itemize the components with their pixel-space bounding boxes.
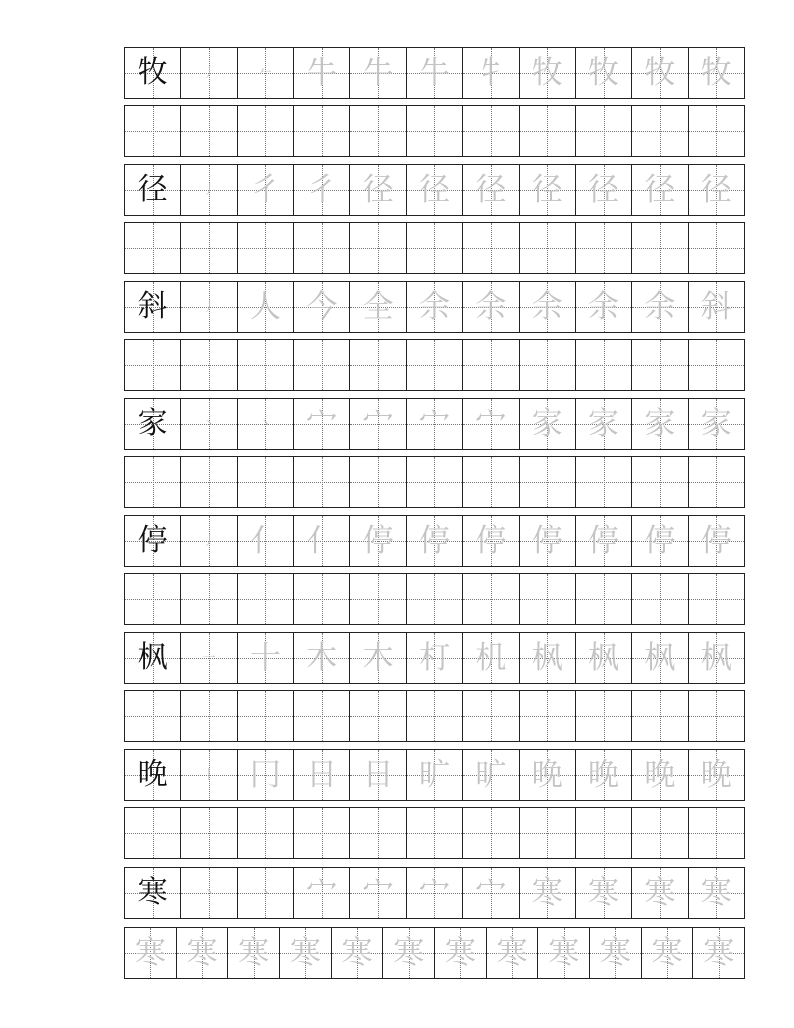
trace-character: 余 (644, 288, 676, 325)
trace-character: 全 (362, 288, 394, 325)
trace-character: 斜 (700, 288, 732, 325)
trace-character: 宀 (418, 874, 450, 911)
model-cell[interactable] (125, 516, 181, 566)
trace-character: 亻 (249, 522, 281, 559)
trace-character: 寒 (134, 934, 166, 971)
stroke-step-cell[interactable] (407, 282, 463, 332)
stroke-step-cell[interactable] (632, 750, 688, 800)
trace-character: 日 (306, 756, 338, 793)
stroke-step-cell[interactable] (350, 399, 406, 449)
trace-character: 停 (418, 522, 450, 559)
trace-character: 余 (531, 288, 563, 325)
model-cell[interactable] (125, 399, 181, 449)
stroke-step-cell[interactable] (238, 165, 294, 215)
stroke-step-cell[interactable] (407, 633, 463, 683)
trace-character: 丶 (202, 416, 216, 432)
empty-practice-cell[interactable] (350, 691, 406, 741)
empty-practice-cell[interactable] (294, 223, 350, 273)
trace-character: 日 (362, 756, 394, 793)
trace-character: 丿 (202, 182, 216, 198)
stroke-step-cell[interactable] (632, 282, 688, 332)
stroke-step-cell[interactable] (576, 399, 632, 449)
trace-character: 今 (306, 288, 338, 325)
empty-practice-cell[interactable] (294, 457, 350, 507)
guided-row-3 (124, 281, 745, 333)
trace-cell[interactable] (125, 928, 177, 978)
stroke-step-cell[interactable] (350, 868, 406, 918)
stroke-step-cell[interactable] (520, 868, 576, 918)
trace-character: 寒 (531, 874, 563, 911)
trace-character: 寒 (289, 934, 321, 971)
model-cell[interactable] (125, 633, 181, 683)
empty-practice-cell[interactable] (407, 340, 463, 390)
empty-practice-cell[interactable] (407, 106, 463, 156)
guided-row-4 (124, 398, 745, 450)
stroke-step-cell[interactable] (576, 516, 632, 566)
stroke-step-cell[interactable] (689, 750, 744, 800)
stroke-step-cell[interactable] (238, 48, 294, 98)
empty-practice-cell[interactable] (125, 691, 181, 741)
trace-character: 人 (249, 288, 281, 325)
stroke-step-cell[interactable] (576, 633, 632, 683)
trace-character: 寒 (186, 934, 218, 971)
trace-character: 寒 (548, 934, 580, 971)
empty-practice-cell[interactable] (520, 106, 576, 156)
trace-character: 牜 (475, 54, 507, 91)
stroke-step-cell[interactable] (294, 165, 350, 215)
trace-character: 牛 (362, 54, 394, 91)
empty-practice-cell[interactable] (689, 223, 744, 273)
empty-practice-cell[interactable] (463, 808, 519, 858)
stroke-step-cell[interactable] (689, 165, 744, 215)
empty-practice-cell[interactable] (407, 223, 463, 273)
trace-character: 丶 (258, 885, 272, 901)
trace-character: 木 (362, 639, 394, 676)
trace-character: 朾 (418, 639, 450, 676)
empty-practice-cell[interactable] (350, 106, 406, 156)
trace-character: 旷 (418, 756, 450, 793)
stroke-step-cell[interactable] (294, 48, 350, 98)
trace-character: 寒 (496, 934, 528, 971)
trace-character: 木 (306, 639, 338, 676)
empty-practice-cell[interactable] (125, 340, 181, 390)
trace-character: 丿 (202, 299, 216, 315)
blank-practice-row-5 (124, 573, 745, 625)
stroke-step-cell[interactable] (520, 282, 576, 332)
stroke-step-cell[interactable] (576, 165, 632, 215)
guided-row-7 (124, 749, 745, 801)
trace-character: 寒 (393, 934, 425, 971)
empty-practice-cell[interactable] (463, 457, 519, 507)
empty-practice-cell[interactable] (125, 106, 181, 156)
empty-practice-cell[interactable] (632, 106, 688, 156)
empty-practice-cell[interactable] (238, 574, 294, 624)
stroke-step-cell[interactable] (294, 868, 350, 918)
empty-practice-cell[interactable] (181, 457, 237, 507)
trace-character: 枫 (700, 639, 732, 676)
trace-character: 晚 (700, 756, 732, 793)
empty-practice-cell[interactable] (689, 106, 744, 156)
empty-practice-cell[interactable] (463, 106, 519, 156)
model-character: 寒 (137, 875, 168, 910)
trace-character: 彳 (306, 171, 338, 208)
trace-character: 亻 (306, 522, 338, 559)
trace-character: 𠂉 (258, 65, 272, 81)
empty-practice-cell[interactable] (689, 691, 744, 741)
model-cell[interactable] (125, 868, 181, 918)
stroke-step-cell[interactable] (576, 868, 632, 918)
trace-character: 寒 (703, 934, 735, 971)
stroke-step-cell[interactable] (576, 48, 632, 98)
empty-practice-cell[interactable] (407, 457, 463, 507)
empty-practice-cell[interactable] (520, 808, 576, 858)
stroke-step-cell[interactable] (576, 750, 632, 800)
empty-practice-cell[interactable] (294, 340, 350, 390)
trace-character: 停 (475, 522, 507, 559)
trace-character: 径 (475, 171, 507, 208)
model-character: 径 (137, 172, 168, 207)
stroke-step-cell[interactable] (463, 282, 519, 332)
trace-character: 丶 (258, 416, 272, 432)
trace-character: 宀 (362, 874, 394, 911)
trace-character: 牧 (588, 54, 620, 91)
stroke-step-cell[interactable] (689, 282, 744, 332)
guided-row-6 (124, 632, 745, 684)
stroke-step-cell[interactable] (632, 48, 688, 98)
model-character: 枫 (137, 640, 168, 675)
trace-character: 牛 (418, 54, 450, 91)
stroke-step-cell[interactable] (407, 165, 463, 215)
stroke-step-cell[interactable] (350, 48, 406, 98)
trace-character: 径 (644, 171, 676, 208)
trace-cell[interactable] (177, 928, 229, 978)
trace-cell[interactable] (332, 928, 384, 978)
stroke-step-cell[interactable] (463, 165, 519, 215)
empty-practice-cell[interactable] (181, 808, 237, 858)
stroke-step-cell[interactable] (407, 48, 463, 98)
stroke-step-cell[interactable] (463, 750, 519, 800)
stroke-step-cell[interactable] (181, 868, 237, 918)
stroke-step-cell[interactable] (689, 633, 744, 683)
empty-practice-cell[interactable] (181, 574, 237, 624)
stroke-step-cell[interactable] (181, 516, 237, 566)
stroke-step-cell[interactable] (520, 516, 576, 566)
empty-practice-cell[interactable] (463, 340, 519, 390)
trace-character: 停 (362, 522, 394, 559)
trace-character: 丿 (202, 65, 216, 81)
stroke-step-cell[interactable] (238, 633, 294, 683)
trace-character: 家 (644, 405, 676, 442)
empty-practice-cell[interactable] (576, 106, 632, 156)
blank-practice-row-4 (124, 456, 745, 508)
trace-cell[interactable] (383, 928, 435, 978)
empty-practice-cell[interactable] (407, 691, 463, 741)
stroke-step-cell[interactable] (294, 633, 350, 683)
empty-practice-cell[interactable] (294, 106, 350, 156)
empty-practice-cell[interactable] (576, 574, 632, 624)
trace-character: 寒 (588, 874, 620, 911)
trace-character: 停 (700, 522, 732, 559)
trace-character: 宀 (418, 405, 450, 442)
trace-character: 枫 (531, 639, 563, 676)
trace-character: 寒 (599, 934, 631, 971)
empty-practice-cell[interactable] (350, 340, 406, 390)
stroke-step-cell[interactable] (181, 633, 237, 683)
empty-practice-cell[interactable] (238, 457, 294, 507)
stroke-step-cell[interactable] (463, 516, 519, 566)
final-trace-row (124, 927, 745, 979)
empty-practice-cell[interactable] (125, 223, 181, 273)
empty-practice-cell[interactable] (689, 340, 744, 390)
stroke-step-cell[interactable] (407, 868, 463, 918)
trace-cell[interactable] (590, 928, 642, 978)
trace-character: 径 (531, 171, 563, 208)
trace-cell[interactable] (642, 928, 694, 978)
trace-character: 径 (418, 171, 450, 208)
trace-cell[interactable] (538, 928, 590, 978)
trace-character: 宀 (306, 874, 338, 911)
trace-cell[interactable] (228, 928, 280, 978)
stroke-step-cell[interactable] (294, 399, 350, 449)
stroke-step-cell[interactable] (238, 868, 294, 918)
trace-character: 晚 (644, 756, 676, 793)
empty-practice-cell[interactable] (294, 691, 350, 741)
empty-practice-cell[interactable] (181, 340, 237, 390)
empty-practice-cell[interactable] (350, 808, 406, 858)
trace-cell[interactable] (693, 928, 744, 978)
trace-character: 宀 (306, 405, 338, 442)
empty-practice-cell[interactable] (576, 457, 632, 507)
trace-character: 寒 (651, 934, 683, 971)
stroke-step-cell[interactable] (294, 750, 350, 800)
model-character: 家 (137, 406, 168, 441)
stroke-step-cell[interactable] (632, 399, 688, 449)
empty-practice-cell[interactable] (576, 808, 632, 858)
empty-practice-cell[interactable] (520, 457, 576, 507)
trace-character: 寒 (341, 934, 373, 971)
empty-practice-cell[interactable] (632, 574, 688, 624)
empty-practice-cell[interactable] (238, 106, 294, 156)
trace-character: 牧 (644, 54, 676, 91)
stroke-step-cell[interactable] (181, 48, 237, 98)
blank-practice-row-3 (124, 339, 745, 391)
empty-practice-cell[interactable] (463, 574, 519, 624)
empty-practice-cell[interactable] (350, 457, 406, 507)
stroke-step-cell[interactable] (689, 399, 744, 449)
trace-character: 宀 (475, 405, 507, 442)
stroke-step-cell[interactable] (350, 633, 406, 683)
stroke-step-cell[interactable] (350, 165, 406, 215)
trace-cell[interactable] (487, 928, 539, 978)
model-character: 晚 (137, 757, 168, 792)
empty-practice-cell[interactable] (238, 691, 294, 741)
trace-character: 丶 (202, 885, 216, 901)
trace-character: 停 (588, 522, 620, 559)
empty-practice-cell[interactable] (520, 574, 576, 624)
empty-practice-cell[interactable] (407, 574, 463, 624)
empty-practice-cell[interactable] (576, 340, 632, 390)
empty-practice-cell[interactable] (181, 106, 237, 156)
stroke-step-cell[interactable] (407, 516, 463, 566)
stroke-step-cell[interactable] (520, 750, 576, 800)
trace-character: 牧 (531, 54, 563, 91)
stroke-step-cell[interactable] (181, 399, 237, 449)
trace-character: 寒 (700, 874, 732, 911)
trace-character: 余 (475, 288, 507, 325)
trace-character: 晚 (588, 756, 620, 793)
trace-character: 丿 (202, 533, 216, 549)
trace-character: 牛 (306, 54, 338, 91)
stroke-step-cell[interactable] (520, 399, 576, 449)
empty-practice-cell[interactable] (632, 223, 688, 273)
trace-character: 宀 (475, 874, 507, 911)
empty-practice-cell[interactable] (463, 223, 519, 273)
guided-row-2 (124, 164, 745, 216)
trace-character: 寒 (644, 874, 676, 911)
empty-practice-cell[interactable] (294, 574, 350, 624)
trace-cell[interactable] (280, 928, 332, 978)
empty-practice-cell[interactable] (238, 223, 294, 273)
stroke-step-cell[interactable] (520, 48, 576, 98)
empty-practice-cell[interactable] (632, 808, 688, 858)
trace-character: 冂 (249, 756, 281, 793)
empty-practice-cell[interactable] (238, 808, 294, 858)
empty-practice-cell[interactable] (294, 808, 350, 858)
trace-character: 枫 (644, 639, 676, 676)
empty-practice-cell[interactable] (576, 691, 632, 741)
stroke-step-cell[interactable] (689, 48, 744, 98)
trace-character: 枫 (588, 639, 620, 676)
model-character: 牧 (137, 55, 168, 90)
trace-character: 余 (418, 288, 450, 325)
blank-practice-row-1 (124, 105, 745, 157)
stroke-step-cell[interactable] (350, 516, 406, 566)
stroke-step-cell[interactable] (407, 750, 463, 800)
trace-character: 丨 (202, 767, 216, 783)
model-cell[interactable] (125, 48, 181, 98)
trace-character: 径 (362, 171, 394, 208)
stroke-step-cell[interactable] (463, 868, 519, 918)
empty-practice-cell[interactable] (689, 457, 744, 507)
trace-character: 径 (700, 171, 732, 208)
stroke-step-cell[interactable] (350, 750, 406, 800)
stroke-step-cell[interactable] (463, 633, 519, 683)
stroke-step-cell[interactable] (350, 282, 406, 332)
trace-character: 旷 (475, 756, 507, 793)
stroke-step-cell[interactable] (238, 399, 294, 449)
stroke-step-cell[interactable] (181, 165, 237, 215)
stroke-step-cell[interactable] (689, 868, 744, 918)
trace-character: 寒 (238, 934, 270, 971)
stroke-step-cell[interactable] (632, 516, 688, 566)
stroke-step-cell[interactable] (576, 282, 632, 332)
empty-practice-cell[interactable] (632, 340, 688, 390)
guided-row-8 (124, 867, 745, 919)
empty-practice-cell[interactable] (238, 340, 294, 390)
blank-practice-row-7 (124, 807, 745, 859)
stroke-step-cell[interactable] (632, 868, 688, 918)
empty-practice-cell[interactable] (632, 691, 688, 741)
empty-practice-cell[interactable] (350, 223, 406, 273)
stroke-step-cell[interactable] (632, 165, 688, 215)
stroke-step-cell[interactable] (407, 399, 463, 449)
stroke-step-cell[interactable] (238, 750, 294, 800)
empty-practice-cell[interactable] (181, 691, 237, 741)
trace-character: 宀 (362, 405, 394, 442)
empty-practice-cell[interactable] (520, 223, 576, 273)
empty-practice-cell[interactable] (125, 457, 181, 507)
trace-character: 十 (249, 639, 281, 676)
empty-practice-cell[interactable] (632, 457, 688, 507)
model-cell[interactable] (125, 165, 181, 215)
trace-character: 余 (588, 288, 620, 325)
stroke-step-cell[interactable] (238, 282, 294, 332)
stroke-step-cell[interactable] (294, 516, 350, 566)
empty-practice-cell[interactable] (689, 574, 744, 624)
trace-character: 家 (588, 405, 620, 442)
blank-practice-row-2 (124, 222, 745, 274)
trace-character: 机 (475, 639, 507, 676)
model-cell[interactable] (125, 282, 181, 332)
stroke-step-cell[interactable] (520, 633, 576, 683)
stroke-step-cell[interactable] (520, 165, 576, 215)
stroke-step-cell[interactable] (632, 633, 688, 683)
stroke-step-cell[interactable] (181, 282, 237, 332)
stroke-step-cell[interactable] (238, 516, 294, 566)
trace-character: 晚 (531, 756, 563, 793)
trace-character: 牧 (700, 54, 732, 91)
empty-practice-cell[interactable] (125, 808, 181, 858)
trace-cell[interactable] (435, 928, 487, 978)
empty-practice-cell[interactable] (463, 691, 519, 741)
stroke-step-cell[interactable] (463, 399, 519, 449)
trace-character: 家 (531, 405, 563, 442)
empty-practice-cell[interactable] (181, 223, 237, 273)
trace-character: 径 (588, 171, 620, 208)
trace-character: 停 (644, 522, 676, 559)
empty-practice-cell[interactable] (576, 223, 632, 273)
empty-practice-cell[interactable] (350, 574, 406, 624)
model-character: 停 (137, 523, 168, 558)
trace-character: 停 (531, 522, 563, 559)
trace-character: 一 (202, 650, 216, 666)
trace-character: 寒 (444, 934, 476, 971)
stroke-step-cell[interactable] (181, 750, 237, 800)
empty-practice-cell[interactable] (520, 691, 576, 741)
empty-practice-cell[interactable] (125, 574, 181, 624)
model-cell[interactable] (125, 750, 181, 800)
trace-character: 彳 (249, 171, 281, 208)
stroke-step-cell[interactable] (689, 516, 744, 566)
guided-row-5 (124, 515, 745, 567)
guided-row-1 (124, 47, 745, 99)
stroke-step-cell[interactable] (463, 48, 519, 98)
empty-practice-cell[interactable] (689, 808, 744, 858)
empty-practice-cell[interactable] (520, 340, 576, 390)
trace-character: 家 (700, 405, 732, 442)
blank-practice-row-6 (124, 690, 745, 742)
stroke-step-cell[interactable] (294, 282, 350, 332)
empty-practice-cell[interactable] (407, 808, 463, 858)
model-character: 斜 (137, 289, 168, 324)
